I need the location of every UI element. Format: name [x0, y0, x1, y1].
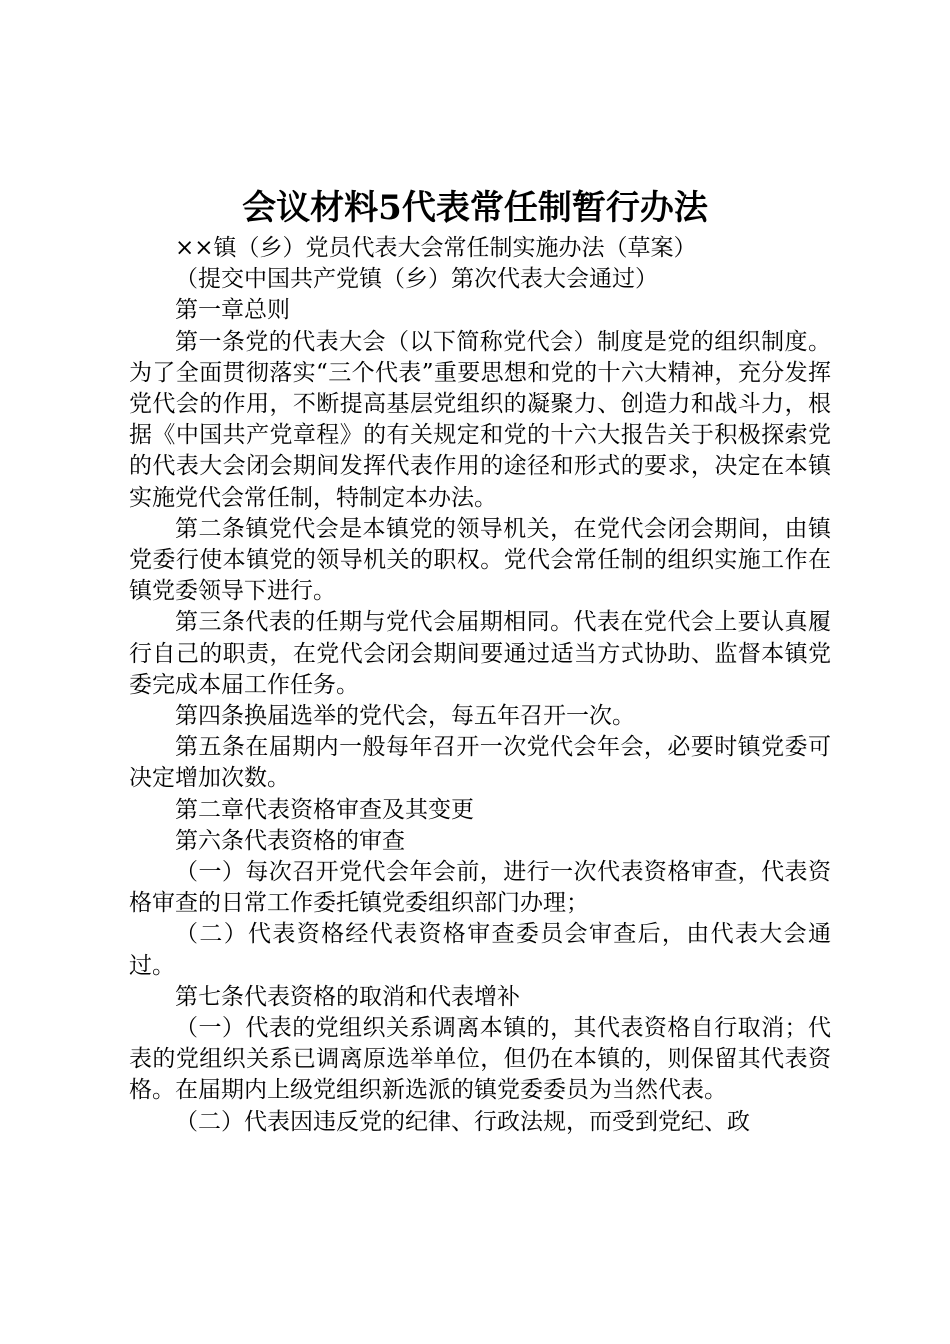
document-title: 会议材料5代表常任制暂行办法 — [242, 188, 708, 228]
article-paragraph: 第五条在届期内一般每年召开一次党代会年会，必要时镇党委可决定增加次数。 — [129, 734, 831, 792]
article-paragraph: 第一条党的代表大会（以下简称党代会）制度是党的组织制度。为了全面贯彻落实“三个代表”重要思想和党的十六大精神，充分发挥党代会的作用，不断提高基层党组织的凝聚力、创造力和战斗力，根据《中国共产党章程》的有关规定和党的十六大报告关于积极探索党的代表大会闭会期间发挥代表作用的途径和形式的要求，决定在本镇实施党代会常任制，特制定本办法。 — [129, 328, 831, 511]
article-paragraph: 第六条代表资格的审查 — [175, 827, 405, 854]
document-subtitle: ××镇（乡）党员代表大会常任制实施办法（草案） — [175, 235, 697, 261]
article-paragraph: 第四条换届选举的党代会，每五年召开一次。 — [175, 703, 635, 730]
article-paragraph: 第二条镇党代会是本镇党的领导机关，在党代会闭会期间，由镇党委行使本镇党的领导机关的职权。党代会常任制的组织实施工作在镇党委领导下进行。 — [129, 515, 831, 605]
clause-paragraph: （一）代表的党组织关系调离本镇的，其代表资格自行取消；代表的党组织关系已调离原选举单位，但仍在本镇的，则保留其代表资格。在届期内上级党组织新选派的镇党委委员为当然代表。 — [129, 1015, 831, 1104]
document-body — [129, 233, 831, 1138]
article-paragraph: 第三条代表的任期与党代会届期相同。代表在党代会上要认真履行自己的职责，在党代会闭会期间要通过适当方式协助、监督本镇党委完成本届工作任务。 — [129, 609, 831, 698]
clause-paragraph: （二）代表因违反党的纪律、行政法规，而受到党纪、政 — [175, 1108, 750, 1135]
clause-paragraph: （一）每次召开党代会年会前，进行一次代表资格审查，代表资格审查的日常工作委托镇党委组织部门办理； — [129, 859, 831, 917]
article-paragraph: 第七条代表资格的取消和代表增补 — [175, 983, 520, 1010]
submission-note: （提交中国共产党镇（乡）第次代表大会通过） — [175, 266, 658, 293]
chapter-heading: 第二章代表资格审查及其变更 — [175, 796, 474, 823]
clause-paragraph: （二）代表资格经代表资格审查委员会审查后，由代表大会通过。 — [129, 921, 831, 979]
chapter-heading: 第一章总则 — [175, 297, 290, 324]
